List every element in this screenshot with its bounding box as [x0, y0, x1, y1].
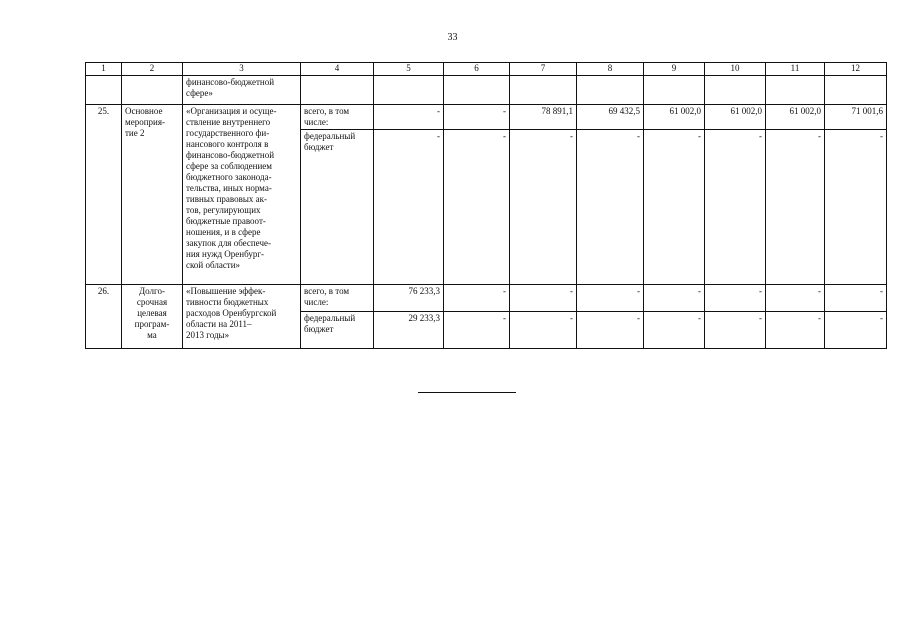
empty-cell	[705, 76, 766, 105]
row-description: «Повышение эффек- тивности бюджетных расходов Оренбургской области на 2011– 2013 годы»	[183, 285, 301, 349]
column-number: 6	[444, 63, 510, 76]
value-cell: -	[510, 130, 577, 285]
value-cell: -	[644, 285, 705, 312]
value-cell: 61 002,0	[766, 105, 825, 130]
budget-table	[85, 62, 887, 349]
value-cell: -	[374, 105, 444, 130]
empty-cell	[122, 76, 183, 105]
value-cell: -	[825, 312, 887, 349]
value-cell: 61 002,0	[644, 105, 705, 130]
value-cell: -	[444, 130, 510, 285]
column-number: 3	[183, 63, 301, 76]
empty-cell	[86, 76, 122, 105]
row-number: 25.	[86, 105, 122, 285]
column-number: 9	[644, 63, 705, 76]
value-cell: 78 891,1	[510, 105, 577, 130]
page-number: 33	[447, 32, 458, 43]
value-cell: -	[644, 312, 705, 349]
value-cell: -	[444, 105, 510, 130]
column-number: 2	[122, 63, 183, 76]
table-row-25-total	[86, 105, 887, 130]
value-cell: 76 233,3	[374, 285, 444, 312]
row-number: 26.	[86, 285, 122, 349]
funding-source-label: федеральный бюджет	[301, 130, 374, 285]
column-number: 12	[825, 63, 887, 76]
empty-cell	[766, 76, 825, 105]
value-cell: -	[644, 130, 705, 285]
row-type: Долго- срочная целевая програм- ма	[122, 285, 183, 349]
column-number: 5	[374, 63, 444, 76]
empty-cell	[644, 76, 705, 105]
column-number: 1	[86, 63, 122, 76]
empty-cell	[577, 76, 644, 105]
value-cell: -	[577, 312, 644, 349]
empty-cell	[374, 76, 444, 105]
value-cell: -	[705, 312, 766, 349]
value-cell: -	[705, 285, 766, 312]
value-cell: -	[577, 130, 644, 285]
column-number-row	[86, 63, 887, 76]
value-cell: -	[766, 285, 825, 312]
value-cell: -	[510, 285, 577, 312]
value-cell: -	[825, 130, 887, 285]
empty-cell	[301, 76, 374, 105]
column-number: 8	[577, 63, 644, 76]
value-cell: -	[766, 130, 825, 285]
value-cell: -	[705, 130, 766, 285]
value-cell: 71 001,6	[825, 105, 887, 130]
value-cell: -	[825, 285, 887, 312]
value-cell: 61 002,0	[705, 105, 766, 130]
column-number: 10	[705, 63, 766, 76]
value-cell: -	[577, 285, 644, 312]
value-cell: -	[444, 285, 510, 312]
empty-cell	[510, 76, 577, 105]
value-cell: -	[510, 312, 577, 349]
continuation-row	[86, 76, 887, 105]
empty-cell	[444, 76, 510, 105]
value-cell: 69 432,5	[577, 105, 644, 130]
funding-source-label: федеральный бюджет	[301, 312, 374, 349]
table-row-26-total	[86, 285, 887, 312]
value-cell: -	[766, 312, 825, 349]
continued-description: финансово-бюджетной сфере»	[183, 76, 301, 105]
column-number: 11	[766, 63, 825, 76]
value-cell: 29 233,3	[374, 312, 444, 349]
empty-cell	[825, 76, 887, 105]
value-cell: -	[374, 130, 444, 285]
funding-source-label: всего, в том числе:	[301, 285, 374, 312]
row-type: Основное мероприя- тие 2	[122, 105, 183, 285]
funding-source-label: всего, в том числе:	[301, 105, 374, 130]
value-cell: -	[444, 312, 510, 349]
column-number: 4	[301, 63, 374, 76]
end-divider-line	[418, 392, 516, 393]
column-number: 7	[510, 63, 577, 76]
row-description: «Организация и осуще- ствление внутреннего государственного фи- нансового контроля в финансово-бюджетной сфере за соблюдением бюджетного законода- тельства, иных норма- тивных правовых ак- тов, регулирующих бюджетные правоот- ношения, и в сфере закупок для обеспече- ния нужд Оренбург- ской области»	[183, 105, 301, 285]
